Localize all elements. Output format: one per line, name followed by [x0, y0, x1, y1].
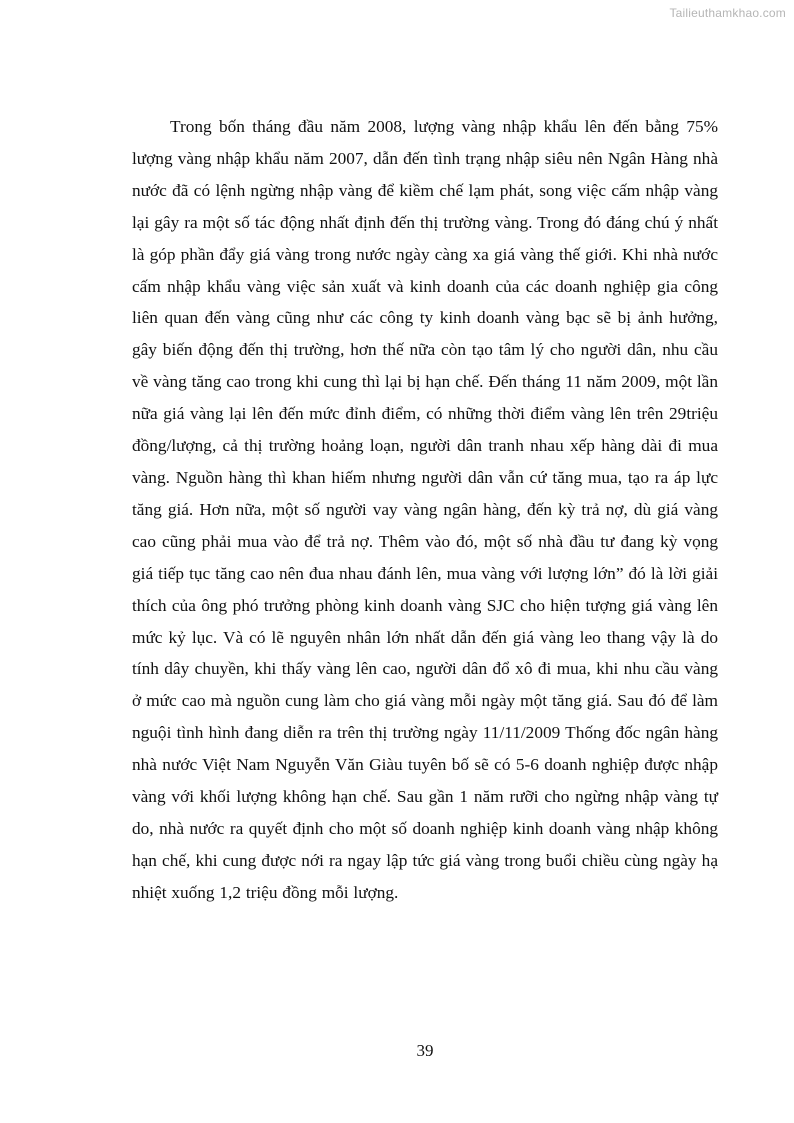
watermark: Tailieuthamkhao.com [669, 6, 786, 20]
body-paragraph: Trong bốn tháng đầu năm 2008, lượng vàng nhập khẩu lên đến bằng 75% lượng vàng nhập khẩu năm 2007, dẫn đến tình trạng nhập siêu nên Ngân Hàng nhà nước đã có lệnh ngừng nhập vàng để kiềm chế lạm phát, song việc cấm nhập vàng lại gây ra một số tác động nhất định đến thị trường vàng. Trong đó đáng chú ý nhất là góp phần đẩy giá vàng trong nước ngày càng xa giá vàng thế giới. Khi nhà nước cấm nhập khẩu vàng việc sản xuất và kinh doanh của các doanh nghiệp gia công liên quan đến vàng cũng như các công ty kinh doanh vàng bạc sẽ bị ảnh hưởng, gây biến động đến thị trường, hơn thế nữa còn tạo tâm lý cho người dân, nhu cầu về vàng tăng cao trong khi cung thì lại bị hạn chế. Đến tháng 11 năm 2009, một lần nữa giá vàng lại lên đến mức đỉnh điểm, có những thời điểm vàng lên trên 29triệu đồng/lượng, cả thị trường hoảng loạn, người dân tranh nhau xếp hàng dài đi mua vàng. Nguồn hàng thì khan hiếm nhưng người dân vẫn cứ tăng mua, tạo ra áp lực tăng giá. Hơn nữa, một số người vay vàng ngân hàng, đến kỳ trả nợ, dù giá vàng cao cũng phải mua vào để trả nợ. Thêm vào đó, một số nhà đầu tư đang kỳ vọng giá tiếp tục tăng cao nên đua nhau đánh lên, mua vàng với lượng lớn” đó là lời giải thích của ông phó trưởng phòng kinh doanh vàng SJC cho hiện tượng giá vàng lên mức kỷ lục. Và có lẽ nguyên nhân lớn nhất dẫn đến giá vàng leo thang vậy là do tính dây chuyền, khi thấy vàng lên cao, người dân đổ xô đi mua, khi nhu cầu vàng ở mức cao mà nguồn cung làm cho giá vàng mỗi ngày một tăng giá. Sau đó để làm nguội tình hình đang diễn ra trên thị trường ngày 11/11/2009 Thống đốc ngân hàng nhà nước Việt Nam Nguyễn Văn Giàu tuyên bố sẽ có 5-6 doanh nghiệp được nhập vàng với khối lượng không hạn chế. Sau gần 1 năm rưỡi cho ngừng nhập vàng tự do, nhà nước ra quyết định cho một số doanh nghiệp kinh doanh vàng nhập không hạn chế, khi cung được nới ra ngay lập tức giá vàng trong buổi chiều cùng ngày hạ nhiệt xuống 1,2 triệu đồng mỗi lượng. [132, 117, 718, 902]
page-number: 39 [416, 1041, 434, 1060]
